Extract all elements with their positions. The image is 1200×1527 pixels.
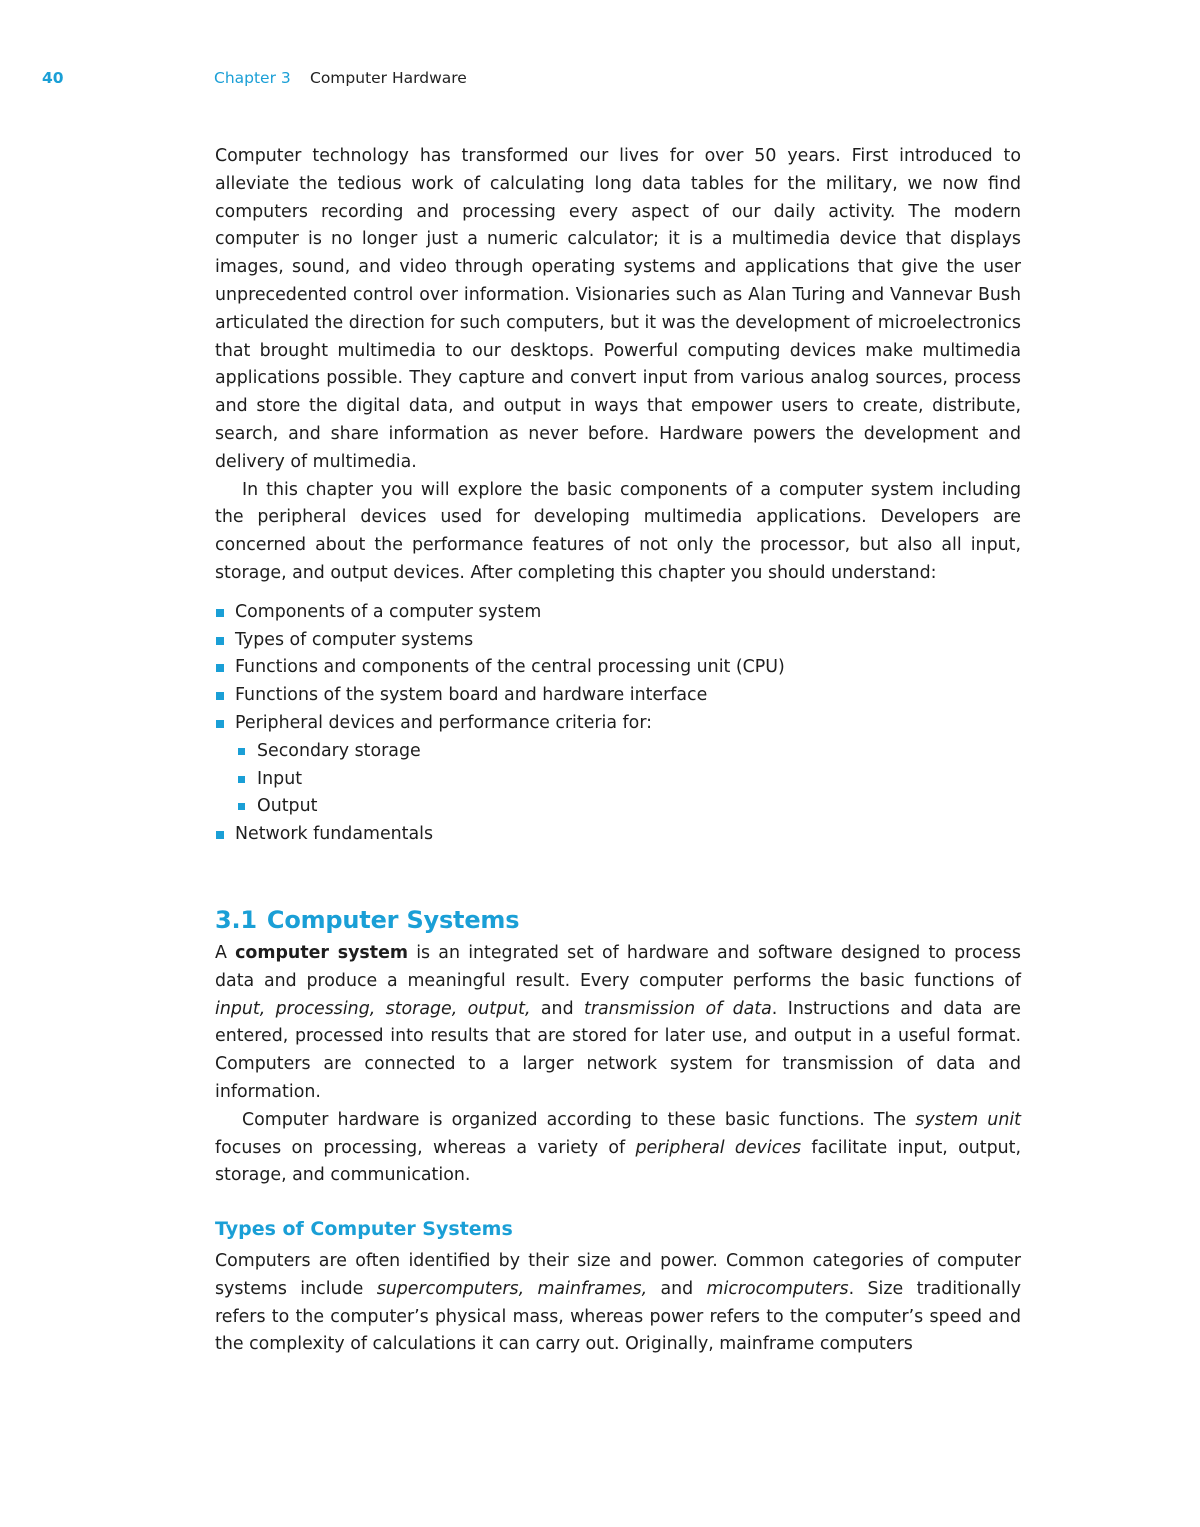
subsection-heading: Types of Computer Systems [215, 1218, 513, 1241]
page-number: 40 [42, 69, 64, 87]
list-item: Types of computer systems [215, 627, 1021, 655]
chapter-title: Computer Hardware [310, 69, 467, 87]
square-bullet-icon [238, 803, 245, 810]
list-item: Functions and components of the central processing unit (CPU) [215, 654, 1021, 682]
objectives-list [215, 599, 1021, 849]
key-term: computer system [235, 942, 408, 963]
section-title: Computer Systems [266, 905, 520, 934]
square-bullet-icon [216, 664, 224, 672]
intro-paragraph-1: Computer technology has transformed our lives for over 50 years. First introduced to alleviate the tedious work of calculating long data tables for the military, we now find computers recording and processing every aspect of our daily activity. The modern computer is no longer just a numeric calculator; it is a multimedia device that displays images, sound, and video through operating systems and applications that give the user unprecedented control over information. Visionaries such as Alan Turing and Vannevar Bush articulated the direction for such computers, but it was the development of microelectronics that brought multimedia to our desktops. Powerful computing devices make multimedia applications possible. They capture and convert input from various analog sources, process and store the digital data, and output in ways that empower users to create, distribute, search, and share information as never before. Hardware powers the development and delivery of multimedia. [215, 146, 1021, 472]
section-heading [215, 904, 1021, 936]
list-item: Peripheral devices and performance criteria for: [215, 710, 1021, 738]
intro-paragraph-2: In this chapter you will explore the basic components of a computer system including the peripheral devices used for developing multimedia applications. Developers are concerned about the performance features of not only the processor, but also all input, storage, and output devices. After completing this chapter you should understand: [215, 479, 1021, 583]
emphasis: input, processing, storage, output, [215, 998, 531, 1019]
sub-list-item: Output [215, 793, 1021, 821]
list-item: Functions of the system board and hardware interface [215, 682, 1021, 710]
square-bullet-icon [216, 692, 224, 700]
list-item: Network fundamentals [215, 821, 1021, 849]
section-paragraph-1: A computer system is an integrated set of hardware and software designed to process data and produce a meaningful result. Every computer performs the basic functions of input, processing, storage, output, and transmission of data. Instructions and data are entered, processed into results that are stored for later use, and output in a useful format. Computers are connected to a larger network system for transmission of data and information. [215, 942, 1021, 1102]
page-body [215, 143, 1021, 1359]
emphasis: peripheral devices [635, 1137, 802, 1158]
running-head [42, 67, 942, 89]
chapter-label: Chapter 3 [214, 69, 291, 87]
square-bullet-icon [216, 720, 224, 728]
subsection-paragraph-1: Computers are often identified by their size and power. Common categories of computer systems include supercomputers, mainframes, and microcomputers. Size traditionally refers to the computer’s physical mass, whereas power refers to the computer’s speed and the complexity of calculations it can carry out. Originally, mainframe computers [215, 1251, 1021, 1355]
square-bullet-icon [216, 609, 224, 617]
section-paragraph-2: Computer hardware is organized according to these basic functions. The system unit focuses on processing, whereas a variety of peripheral devices facilitate input, output, storage, and communication. [215, 1109, 1022, 1186]
emphasis: supercomputers, mainframes, [376, 1278, 648, 1299]
section-number: 3.1 [215, 905, 257, 934]
square-bullet-icon [238, 748, 245, 755]
emphasis: system unit [915, 1109, 1022, 1130]
square-bullet-icon [216, 637, 224, 645]
emphasis: microcomputers [706, 1278, 849, 1299]
emphasis: transmission of data [584, 998, 772, 1019]
list-item: Components of a computer system [215, 599, 1021, 627]
sub-list-item: Input [215, 766, 1021, 794]
square-bullet-icon [238, 776, 245, 783]
square-bullet-icon [216, 831, 224, 839]
sub-list-item: Secondary storage [215, 738, 1021, 766]
